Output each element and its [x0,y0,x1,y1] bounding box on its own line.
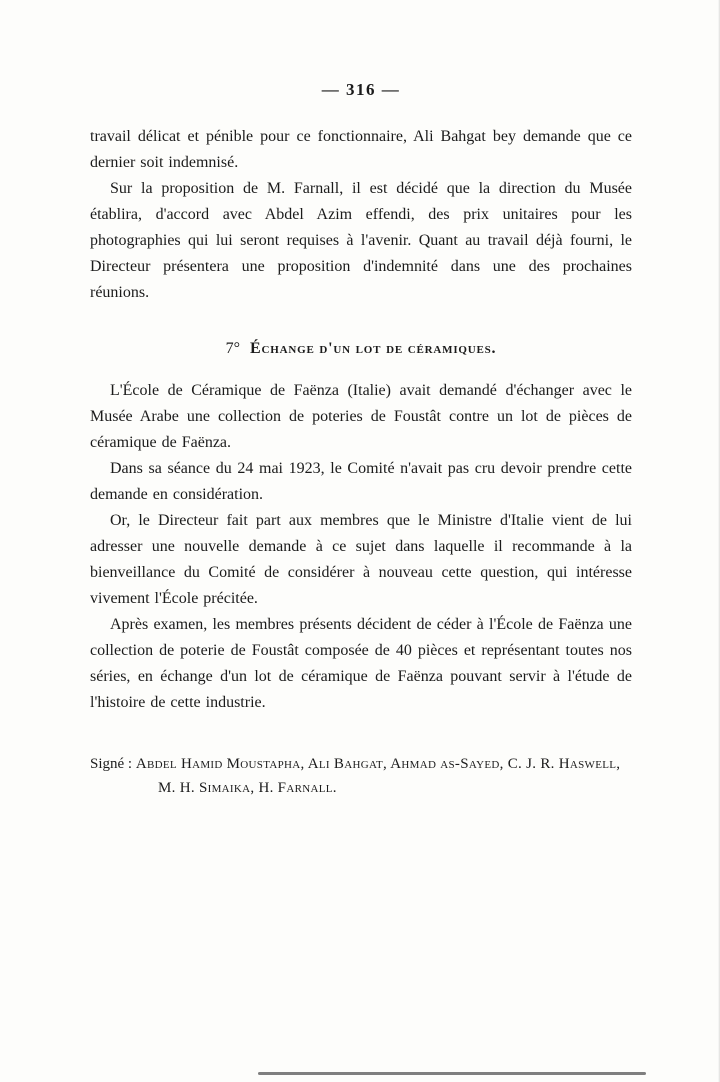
paragraph: Après examen, les membres présents décident de céder à l'École de Faënza une collection de poterie de Foustât composée de 40 pièces et représentant toutes nos séries, en échange d'un lot de céramique de Faënza pouvant servir à l'étude de l'histoire de cette industrie. [90,616,632,711]
paragraph: Or, le Directeur fait part aux membres que le Ministre d'Italie vient de lui adresser une nouvelle demande à ce sujet dans laquelle il recommande à la bienveillance du Comité de considérer à nouveau cette question, qui intéresse vivement l'École précitée. [90,512,632,607]
section-heading [90,340,632,358]
page-content [90,80,632,800]
paragraph: L'École de Céramique de Faënza (Italie) avait demandé d'échanger avec le Musée Arabe une collection de poteries de Foustât contre un lot de pièces de céramique de Faënza. [90,382,632,451]
section-heading-number: 7° [225,340,241,357]
signature-block [90,752,632,800]
signature-names: Abdel Hamid Moustapha, Ali Bahgat, Ahmad as-Sayed, C. J. R. Haswell, M. H. Simaika, H. Farnall. [135,756,621,796]
section-heading-title: Échange d'un lot de céramiques. [250,340,497,357]
paragraph: Dans sa séance du 24 mai 1923, le Comité n'avait pas cru devoir prendre cette demande en considération. [90,460,632,503]
page-number: — 316 — [321,80,401,99]
signature-label: Signé : [90,756,133,772]
paragraph: Sur la proposition de M. Farnall, il est décidé que la direction du Musée établira, d'accord avec Abdel Azim effendi, des prix unitaires pour les photographies qui lui seront requises à l'avenir. Quant au travail déjà fourni, le Directeur présentera une proposition d'indemnité dans une des prochaines réunions. [90,180,632,301]
scan-artifact-line [258,1072,646,1075]
paragraph-continuation: travail délicat et pénible pour ce fonctionnaire, Ali Bahgat bey demande que ce dernier soit indemnisé. [90,128,632,171]
